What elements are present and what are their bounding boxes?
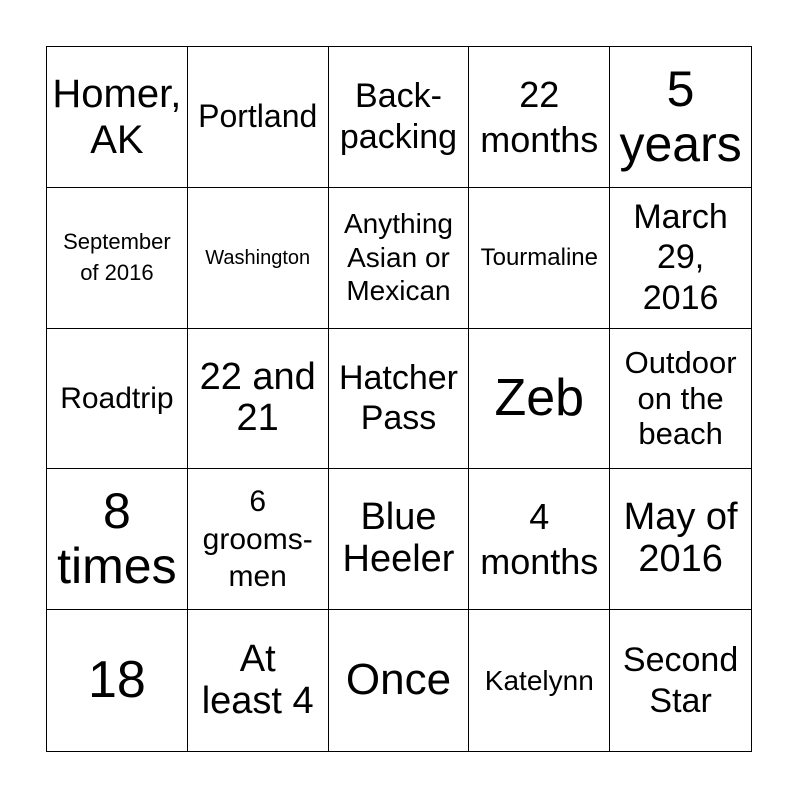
bingo-cell-r3-c3[interactable]: [469, 469, 610, 610]
bingo-cell-r2-c1[interactable]: [188, 329, 329, 470]
bingo-cell-r4-c3[interactable]: [469, 610, 610, 751]
cell-text: May of 2016: [623, 496, 738, 581]
cell-text: Second Star: [622, 640, 739, 720]
bingo-cell-r4-c4[interactable]: [610, 610, 751, 751]
cell-text: Portland: [198, 98, 318, 135]
bingo-cell-r1-c4[interactable]: [610, 188, 751, 329]
bingo-cell-r4-c0[interactable]: [47, 610, 188, 751]
bingo-cell-r3-c1[interactable]: [188, 469, 329, 610]
bingo-cell-r0-c1[interactable]: [188, 47, 329, 188]
cell-text: Back- packing: [339, 77, 458, 156]
cell-text: 22 and 21: [199, 355, 316, 440]
cell-text: 5 years: [619, 60, 742, 172]
cell-text: 8 times: [57, 483, 177, 595]
cell-text: Zeb: [494, 368, 585, 427]
bingo-cell-r0-c0[interactable]: [47, 47, 188, 188]
bingo-cell-r2-c2[interactable]: [329, 329, 470, 470]
cell-text: March 29, 2016: [633, 197, 728, 318]
cell-text: Anything Asian or Mexican: [344, 208, 453, 307]
cell-text: Homer, AK: [52, 71, 182, 162]
bingo-board: [46, 46, 752, 752]
cell-text: Once: [345, 655, 452, 705]
bingo-cell-r3-c2[interactable]: [329, 469, 470, 610]
cell-text: Blue Heeler: [342, 496, 455, 581]
cell-text: Roadtrip: [60, 381, 174, 415]
cell-text: 4 months: [480, 496, 599, 583]
bingo-cell-r4-c2[interactable]: [329, 610, 470, 751]
bingo-cell-r2-c4[interactable]: [610, 329, 751, 470]
bingo-cell-r2-c0[interactable]: [47, 329, 188, 470]
bingo-cell-r1-c0[interactable]: [47, 188, 188, 329]
bingo-cell-r4-c1[interactable]: [188, 610, 329, 751]
bingo-cell-r0-c3[interactable]: [469, 47, 610, 188]
bingo-cell-r0-c2[interactable]: [329, 47, 470, 188]
cell-text: Outdoor on the beach: [624, 345, 737, 452]
cell-text: 6 grooms- men: [202, 485, 313, 594]
bingo-cell-r3-c0[interactable]: [47, 469, 188, 610]
cell-text: 18: [87, 650, 146, 709]
cell-text: 22 months: [480, 73, 599, 160]
cell-text: Tourmaline: [480, 243, 598, 271]
cell-text: Washington: [205, 246, 311, 269]
bingo-cell-r3-c4[interactable]: [610, 469, 751, 610]
cell-text: Katelynn: [484, 664, 594, 696]
bingo-cell-r1-c2[interactable]: [329, 188, 470, 329]
bingo-cell-r0-c4[interactable]: [610, 47, 751, 188]
bingo-cell-r1-c1[interactable]: [188, 188, 329, 329]
cell-text: September of 2016: [63, 228, 171, 285]
cell-text: At least 4: [201, 637, 314, 722]
bingo-cell-r1-c3[interactable]: [469, 188, 610, 329]
cell-text: Hatcher Pass: [338, 358, 459, 438]
bingo-cell-r2-c3[interactable]: [469, 329, 610, 470]
